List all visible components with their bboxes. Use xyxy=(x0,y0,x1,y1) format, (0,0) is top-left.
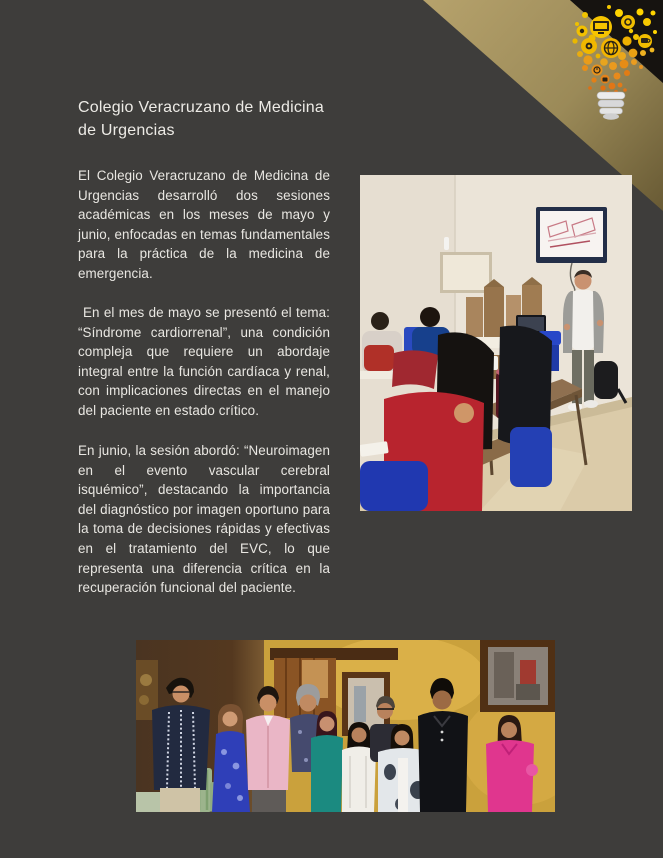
bottle xyxy=(444,237,449,250)
backpack xyxy=(594,361,618,399)
group-photo xyxy=(136,640,555,812)
paragraph-may-session: En el mes de mayo se presentó el tema: “Síndrome cardiorrenal”, una condición compleja que requiere un abordaje integral entre la función cardíaca y renal, con implicaciones directas en el manejo del paciente en estado crítico. xyxy=(78,305,330,418)
page-title: Colegio Veracruzano de Medicina de Urgencias xyxy=(78,99,324,139)
paragraph-june-session: En junio, la sesión abordó: “Neuroimagen en el evento vascular cerebral isquémico”, destacando la importancia del diagnóstico por imagen oportuno para la toma de decisiones rápidas y efectivas en el tratamiento del EVC, lo que representa una diferencia crítica en la recuperación funcional del paciente. xyxy=(78,443,330,596)
framed-picture-right xyxy=(480,640,555,712)
classroom-session-photo xyxy=(360,175,632,511)
paragraph-intro: El Colegio Veracruzano de Medicina de Urgencias desarrolló dos sesiones académicas en los meses de mayo y junio, enfocadas en temas fundamentales para la práctica de la medicina de emergencia. xyxy=(78,168,330,281)
attendees xyxy=(360,307,552,511)
